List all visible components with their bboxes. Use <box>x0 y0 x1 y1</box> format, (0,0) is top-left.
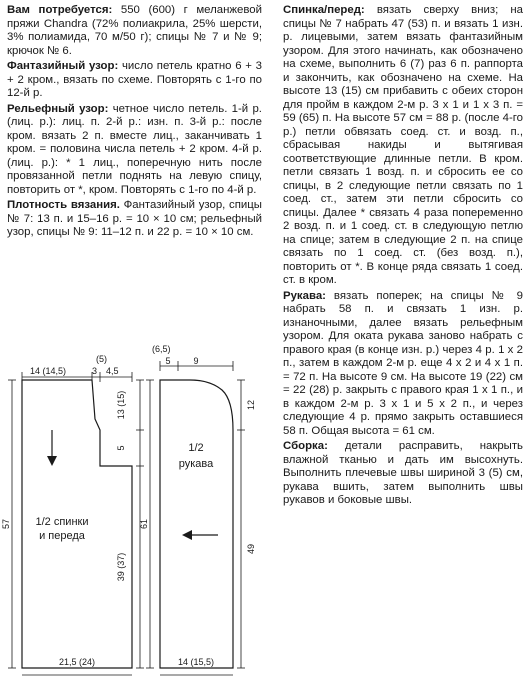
materials-label: Вам потребуется: <box>7 4 113 16</box>
assembly-label: Сборка: <box>283 440 328 452</box>
sleeve-bottom-dim: 14 (15,5) <box>177 657 215 667</box>
sleeve-outline <box>160 380 233 668</box>
fancy-pattern-label: Фантазийный узор: <box>7 60 119 72</box>
relief-pattern-text: четное число петель. 1-й р. (лиц. р.): лиц. п. 2-й р.: изн. п. 3-й р.: после кром. вязать 2 п. вместе лиц., заканчивать 1 кром. = половина числа петель + 2 кром. 4-й р. (лиц. р.): * 1 лиц., поперечную нить после провязанной петли поднять на левую спицу, повторить от *, кром. Повторять с 1-го по 4-й р. <box>7 102 262 196</box>
body-bottom-dim: 21,5 (24) <box>58 657 96 667</box>
body-right-step-dim: 5 <box>116 445 126 451</box>
body-top-left-dim: 14 (14,5) <box>30 366 67 376</box>
sleeve-text: вязать поперек; на спицы № 9 набрать 58 п. и связать 1 изн. р. изнаночными, далее вязать рельефным узором. Для оката рукава заново набрать с правого края (в конце изн. р.) через 4 р. 1 х 2 п., затем в каждом 2-м р. еще 4 х 2 и 4 х 1 п. = 72 п. На высоте 9 см. На высоте 19 (22) см = 22 (28) р. закрыть с правого края 1 х 1 п., и в каждом 2-м р. 3 х 1 и 5 х 2 п., и через следующие 4 р. прямо закрыть оставшиеся 58 п. Общая высота = 61 см. <box>283 289 523 437</box>
sleeve-right-upper-dim: 12 <box>246 399 256 411</box>
sleeve-label: Рукава: <box>283 289 326 302</box>
body-right-lower-dim: 39 (37) <box>116 552 126 582</box>
down-arrow-icon <box>47 456 57 466</box>
body-top-right-dim: 4,5 <box>106 366 119 376</box>
sleeve-label-line1: 1/2 <box>188 442 204 454</box>
sleeve-diagram <box>139 344 256 675</box>
sleeve-right-lower-dim: 49 <box>246 543 256 555</box>
relief-pattern-label: Рельефный узор: <box>7 102 109 115</box>
materials-text: 550 (600) г меланжевой пряжи Chandra (72% полиакрила, 25% шерсти, 3% полиамида, 70 м/50 г); спицы № 7 и № 9; крючок № 6. <box>7 4 262 57</box>
gauge-label: Плотность вязания. <box>7 199 120 211</box>
body-left-total-dim: 57 <box>1 518 11 530</box>
gauge-text: Фантазийный узор, спицы № 7: 13 п. и 15–16 р. = 10 × 10 см; рельефный узор, спицы № 9: 11–12 п. и 22 р. = 10 × 10 см. <box>7 199 262 238</box>
sleeve-top-right-dim: 9 <box>193 356 199 366</box>
left-arrow-icon <box>182 530 192 540</box>
body-label-line2: и переда <box>39 530 85 542</box>
assembly-text: детали расправить, накрыть влажной тканью и дать им высохнуть. Выполнить плечевые швы шириной 3 (5) см, рукава вшить, затем выполнить швы рукавов и боковые швы. <box>283 440 523 506</box>
body-diagram <box>1 354 144 675</box>
fancy-pattern-text: число петель кратно 6 + 3 + 2 кром., вязать по схеме. Повторять с 1-го по 12-й р. <box>7 60 262 99</box>
body-top-mid-small: (5) <box>96 354 107 364</box>
back-front-label: Спинка/перед: <box>283 4 365 16</box>
body-top-mid-dim: 3 <box>92 366 98 376</box>
body-right-upper-dim: 13 (15) <box>116 390 126 420</box>
sleeve-left-total-dim: 61 <box>139 518 149 530</box>
back-front-text: вязать сверху вниз; на спицы № 7 набрать 47 (53) п. и вязать 1 изн. р. лицевыми, затем вязать фантазийным узором. Для этого начинать, как обозначено на схеме, выполнить 6 (7) раз 6 п. раппорта и закончить, как обозначено на схеме. На высоте 13 (15) см прибавить с обеих сторон для пройм в каждом 2-м р. 3 х 1 и 1 х 3 п. = 59 (65) п. На высоте 57 см = 88 р. (после 4-го р.) петли обвязать соед. ст. и возд. п., сбрасывая накиды и вытягивая соответствующие длинные петли. В кром. петли связать 1 возд. п. и сбросить ее со спицы, в 2 следующие петли связать по 1 соед. ст., затем эти петли сбросить со спицы. Далее * связать 4 раза попеременно 2 возд. п. и 1 соед. ст. в следующую петлю на спице; затем в следующие 2 п. на спице связать по 1 соед. ст. (без возд. п.), повторить от *. В конце ряда связать 1 соед. ст. в кром. <box>283 4 524 286</box>
sleeve-top-left-dim: 5 <box>165 356 171 366</box>
sleeve-label-line2: рукава <box>178 458 214 470</box>
sleeve-top-small: (6,5) <box>152 344 171 354</box>
body-label-line1: 1/2 спинки <box>35 516 89 528</box>
